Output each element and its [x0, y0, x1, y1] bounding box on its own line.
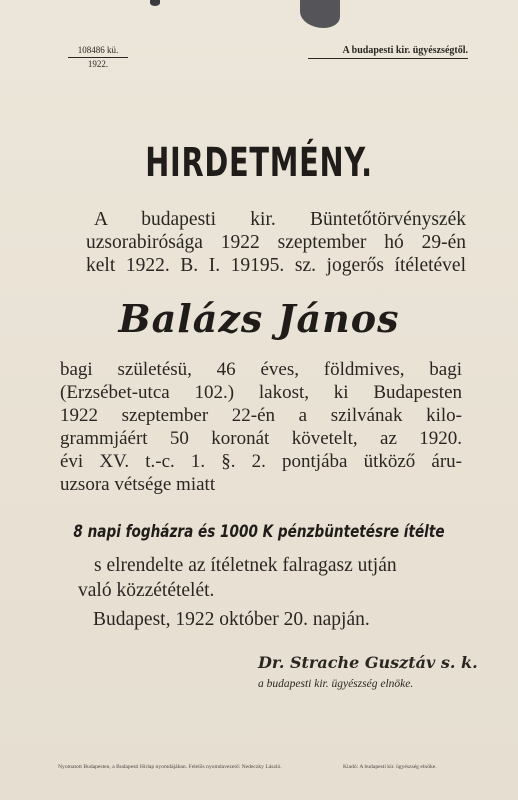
ink-stain-small: [150, 0, 160, 6]
verdict: 8 napi fogházra és 1000 K pénzbüntetésre ítélte: [73, 522, 445, 542]
publication-paragraph: [78, 553, 462, 603]
publisher-imprint: Kiadó: A budapesti kir. ügyészség elnöke.: [343, 764, 437, 770]
signature-role: a budapesti kir. ügyészség elnöke.: [258, 678, 414, 690]
publication-line: s elrendelte az ítéletnek falragasz utján: [94, 555, 397, 576]
issuer-heading: A budapesti kir. ügyészségtől.: [308, 45, 468, 59]
details-line: évi XV. t.-c. 1. §. 2. pontjába ütköző áru-: [60, 451, 462, 472]
registration-number: [68, 44, 128, 70]
publication-line: való közzétételét.: [78, 580, 215, 601]
details-line: 1922 szeptember 22-én a szilvának kilo-: [60, 405, 462, 426]
date-line: Budapest, 1922 október 20. napján.: [93, 609, 370, 630]
reg-number: 108486 kü.: [68, 44, 128, 58]
intro-line: uzsorabirósága 1922 szeptember hó 29-én: [86, 232, 466, 253]
intro-line: kelt 1922. B. I. 19195. sz. jogerős ítéletével: [86, 255, 466, 276]
intro-line: A budapesti kir. Büntetőtörvényszék: [94, 209, 466, 230]
page-title: HIRDETMÉNY.: [145, 140, 373, 186]
printer-imprint: Nyomatott Budapesten, a Budapesti Hirlap nyomdájában. Felelős nyomdavezető: Nedeczky László.: [58, 764, 282, 770]
reg-year: 1922.: [87, 59, 109, 69]
defendant-name: Balázs János: [118, 296, 400, 341]
signature-name: Dr. Strache Gusztáv s. k.: [258, 653, 478, 672]
details-line: (Erzsébet-utca 102.) lakost, ki Budapesten: [60, 382, 462, 403]
intro-paragraph: [86, 208, 466, 277]
details-paragraph: [60, 358, 462, 496]
details-line: uzsora vétsége miatt: [60, 474, 216, 495]
ink-stain: [300, 0, 340, 28]
details-line: grammjáért 50 koronát követelt, az 1920.: [60, 428, 462, 449]
details-line: bagi születésü, 46 éves, földmives, bagi: [60, 359, 462, 380]
